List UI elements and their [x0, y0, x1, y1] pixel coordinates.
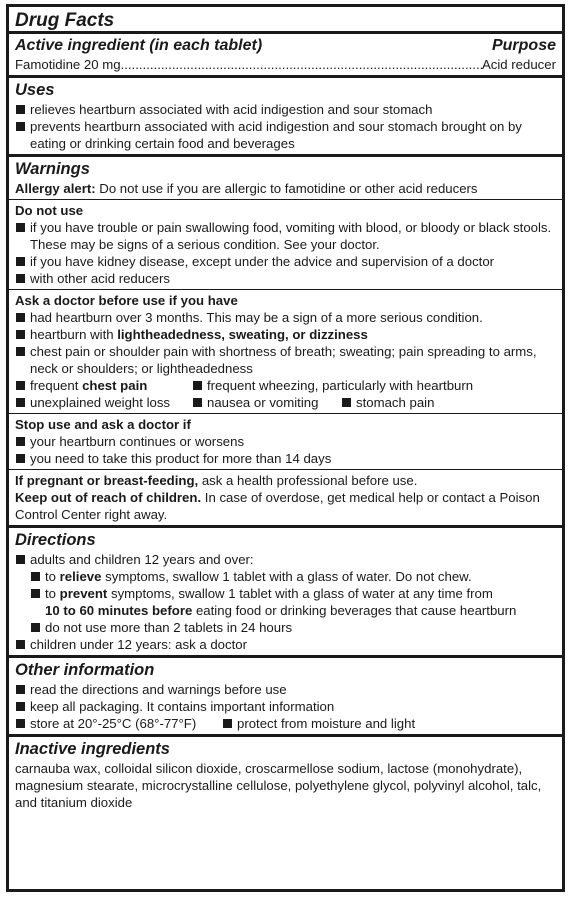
directions-heading: Directions: [15, 531, 96, 549]
list-item: with other acid reducers: [15, 270, 556, 287]
list-item: to relieve symptoms, swallow 1 tablet with a glass of water. Do not chew.: [30, 568, 556, 585]
dot-leader: [121, 56, 482, 73]
inactive-ingredients-text: carnauba wax, colloidal silicon dioxide, croscarmellose sodium, lactose (monohydrate), magnesium stearate, microcrystalline cellulose, polyethylene glycol, polyvinyl alcohol, talc, and titanium dioxide: [15, 761, 542, 810]
children-warning: Keep out of reach of children. In case of overdose, get medical help or contact a Poison Control Center right away.: [15, 490, 540, 522]
list-item: chest pain or shoulder pain with shortness of breath; sweating; pain spreading to arms, neck or shoulders; or lightheadedness: [15, 343, 556, 377]
active-ingredient-heading: Active ingredient (in each tablet): [15, 37, 263, 54]
active-ingredient-section: [9, 34, 562, 75]
purpose-heading: Purpose: [491, 37, 556, 54]
drug-facts-panel: [6, 4, 565, 892]
list-item: if you have kidney disease, except under the advice and supervision of a doctor: [15, 253, 556, 270]
inactive-ingredients-heading: Inactive ingredients: [15, 740, 170, 758]
other-information-section: [9, 658, 562, 734]
list-item: store at 20°-25°C (68°-77°F): [15, 715, 222, 732]
list-item: unexplained weight loss: [15, 394, 192, 411]
ask-doctor-heading: Ask a doctor before use if you have: [15, 293, 238, 308]
list-item: keep all packaging. It contains important information: [15, 698, 556, 715]
list-item: your heartburn continues or worsens: [15, 433, 556, 450]
list-item: to prevent symptoms, swallow 1 tablet with a glass of water at any time from 10 to 60 minutes before eating food or drinking beverages that cause heartburn: [30, 585, 556, 619]
purpose-value: Acid reducer: [481, 57, 556, 72]
list-item: had heartburn over 3 months. This may be a sign of a more serious condition.: [15, 309, 556, 326]
list-item: protect from moisture and light: [222, 715, 415, 732]
pregnancy-warning: If pregnant or breast-feeding, ask a health professional before use.: [15, 473, 418, 488]
active-ingredient-value: Famotidine 20 mg: [15, 57, 121, 72]
ask-doctor-section: [9, 290, 562, 413]
uses-section: [9, 78, 562, 154]
drug-facts-title: Drug Facts: [15, 10, 115, 31]
stop-use-section: [9, 414, 562, 469]
list-item: children under 12 years: ask a doctor: [15, 636, 556, 653]
uses-heading: Uses: [15, 81, 55, 99]
list-item: relieves heartburn associated with acid indigestion and sour stomach: [15, 101, 556, 118]
warnings-heading: Warnings: [15, 160, 90, 178]
do-not-use-heading: Do not use: [15, 203, 84, 218]
directions-section: [9, 528, 562, 655]
other-information-heading: Other information: [15, 661, 155, 679]
allergy-alert: Allergy alert: Do not use if you are allergic to famotidine or other acid reducers: [15, 181, 478, 196]
list-item: prevents heartburn associated with acid indigestion and sour stomach brought on by eating or drinking certain food and beverages: [15, 118, 556, 152]
list-item: heartburn with lightheadedness, sweating, or dizziness: [15, 326, 556, 343]
inactive-ingredients-section: [9, 737, 562, 813]
pregnancy-section: [9, 470, 562, 525]
list-item: do not use more than 2 tablets in 24 hours: [30, 619, 556, 636]
list-item: nausea or vomiting: [192, 394, 341, 411]
do-not-use-section: [9, 200, 562, 289]
list-item: you need to take this product for more than 14 days: [15, 450, 556, 467]
stop-use-heading: Stop use and ask a doctor if: [15, 417, 191, 432]
warnings-section: [9, 157, 562, 199]
list-item: stomach pain: [341, 394, 434, 411]
list-item: frequent wheezing, particularly with heartburn: [192, 377, 473, 394]
list-item: frequent chest pain: [15, 377, 192, 394]
list-item: adults and children 12 years and over:: [15, 551, 556, 568]
list-item: if you have trouble or pain swallowing food, vomiting with blood, or bloody or black stools. These may be signs of a serious condition. See your doctor.: [15, 219, 556, 253]
list-item: read the directions and warnings before use: [15, 681, 556, 698]
